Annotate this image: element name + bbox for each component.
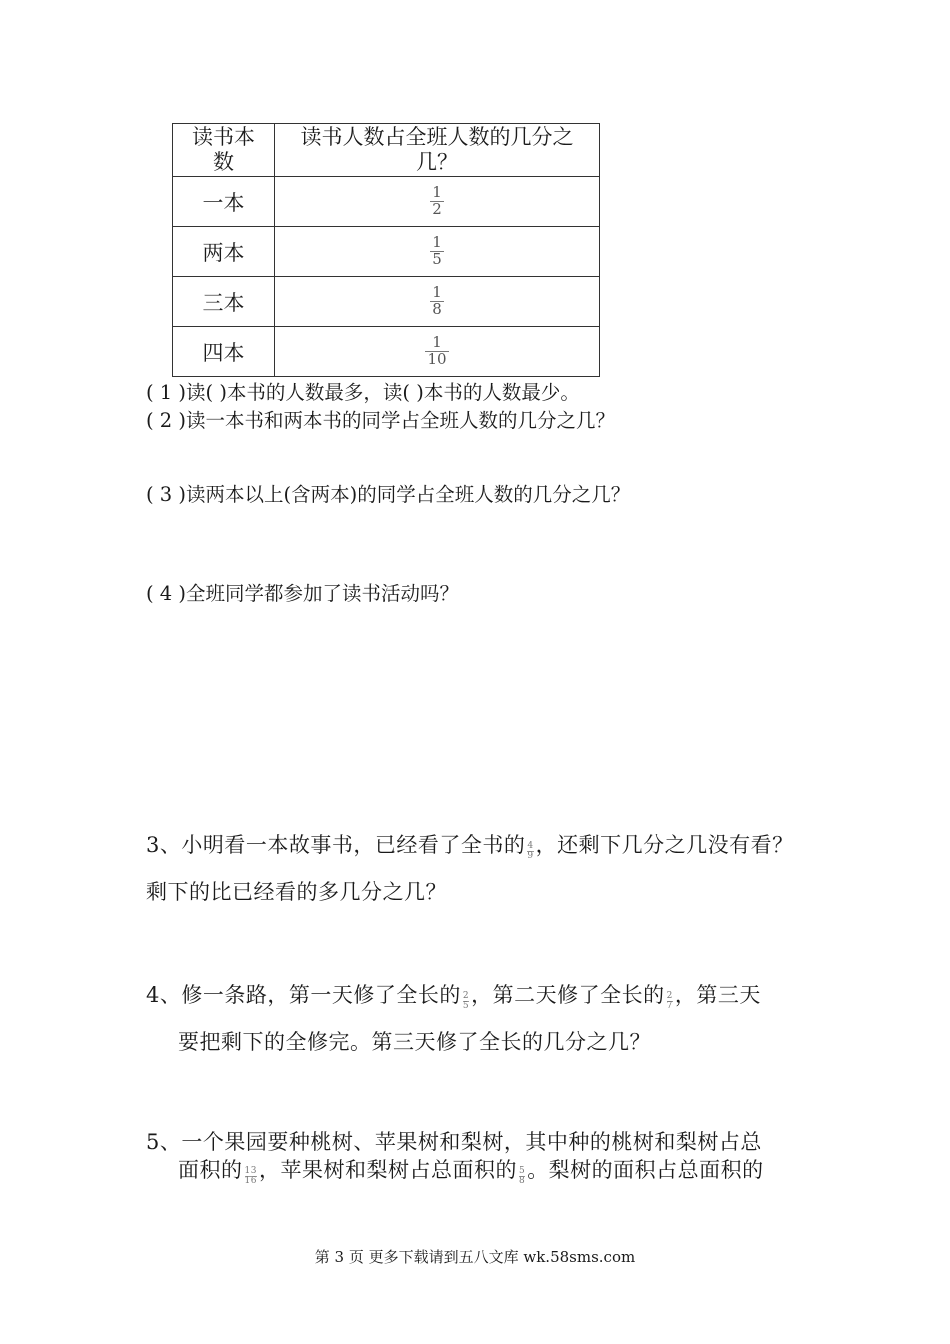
problem-3-line-2: 剩下的比已经看的多几分之几？	[146, 880, 447, 904]
numerator: 13	[244, 1165, 257, 1176]
row-books: 一本	[173, 177, 275, 227]
header-books-text: 读书本数	[192, 125, 255, 174]
fraction	[430, 285, 444, 318]
row-books: 两本	[173, 227, 275, 277]
fraction	[519, 1167, 525, 1187]
header-fraction	[275, 124, 600, 177]
problem-4-line-2: 要把剩下的全修完。第三天修了全长的几分之几？	[178, 1030, 651, 1054]
problem-4-text-a: 4、修一条路，第一天修了全长的	[146, 983, 461, 1007]
problem-4-text-b: ，第二天修了全长的	[471, 983, 665, 1007]
problem-5-line-1: 5、一个果园要种桃树、苹果树和梨树，其中种的桃树和梨树占总	[146, 1130, 762, 1154]
problem-3-line-1	[146, 829, 794, 859]
problem-5-text-c: 。梨树的面积占总面积的	[527, 1158, 764, 1182]
numerator: 2	[462, 990, 470, 1001]
row-fraction	[275, 277, 600, 327]
denominator: 2	[432, 200, 442, 218]
problem-4-text-c: ，第三天	[674, 983, 761, 1007]
fraction	[430, 235, 444, 268]
fraction	[463, 992, 469, 1012]
denominator: 5	[462, 1001, 470, 1011]
fraction	[430, 185, 444, 218]
denominator: 8	[432, 300, 442, 318]
row-books: 三本	[173, 277, 275, 327]
problem-3-text-a: 3、小明看一本故事书，已经看了全书的	[146, 833, 526, 857]
problem-4-line-1	[146, 979, 761, 1009]
fraction	[245, 1167, 257, 1187]
table-row	[173, 227, 600, 277]
denominator: 7	[666, 1001, 673, 1011]
page-footer: 第 3 页 更多下载请到五八文库 wk.58sms.com	[314, 1248, 636, 1266]
problem-5-text-b: ，苹果树和梨树占总面积的	[258, 1158, 517, 1182]
subquestion-3: ( 3 )读两本以上(含两本)的同学占全班人数的几分之几？	[146, 483, 631, 506]
numerator: 1	[432, 183, 442, 202]
denominator: 16	[244, 1176, 257, 1186]
denominator: 8	[518, 1176, 526, 1186]
numerator: 1	[432, 233, 442, 252]
subquestion-1: ( 1 )读( )本书的人数最多，读( )本书的人数最少。	[146, 381, 580, 404]
row-fraction	[275, 227, 600, 277]
reading-survey-table	[172, 123, 600, 377]
table-row	[173, 177, 600, 227]
fraction	[425, 335, 448, 368]
denominator: 5	[432, 250, 442, 268]
fraction	[667, 992, 673, 1012]
problem-5-text-a: 面积的	[178, 1158, 243, 1182]
numerator: 2	[666, 990, 673, 1001]
subquestion-2: ( 2 )读一本书和两本书的同学占全班人数的几分之几？	[146, 409, 616, 432]
row-books: 四本	[173, 327, 275, 377]
numerator: 1	[432, 333, 442, 352]
fraction	[527, 842, 533, 862]
table-row	[173, 277, 600, 327]
problem-3-text-b: ，还剩下几分之几没有看？	[535, 833, 794, 857]
numerator: 4	[527, 840, 534, 851]
denominator: 9	[527, 851, 534, 861]
row-fraction	[275, 177, 600, 227]
problem-5-line-2	[178, 1154, 764, 1184]
table-header-row	[173, 124, 600, 177]
row-fraction	[275, 327, 600, 377]
numerator: 1	[432, 283, 442, 302]
table-row	[173, 327, 600, 377]
header-books	[173, 124, 275, 177]
denominator: 10	[427, 350, 447, 368]
header-fraction-text: 读书人数占全班人数的几分之几？	[300, 125, 574, 174]
subquestion-4: ( 4 )全班同学都参加了读书活动吗？	[146, 582, 460, 605]
numerator: 5	[518, 1165, 526, 1176]
